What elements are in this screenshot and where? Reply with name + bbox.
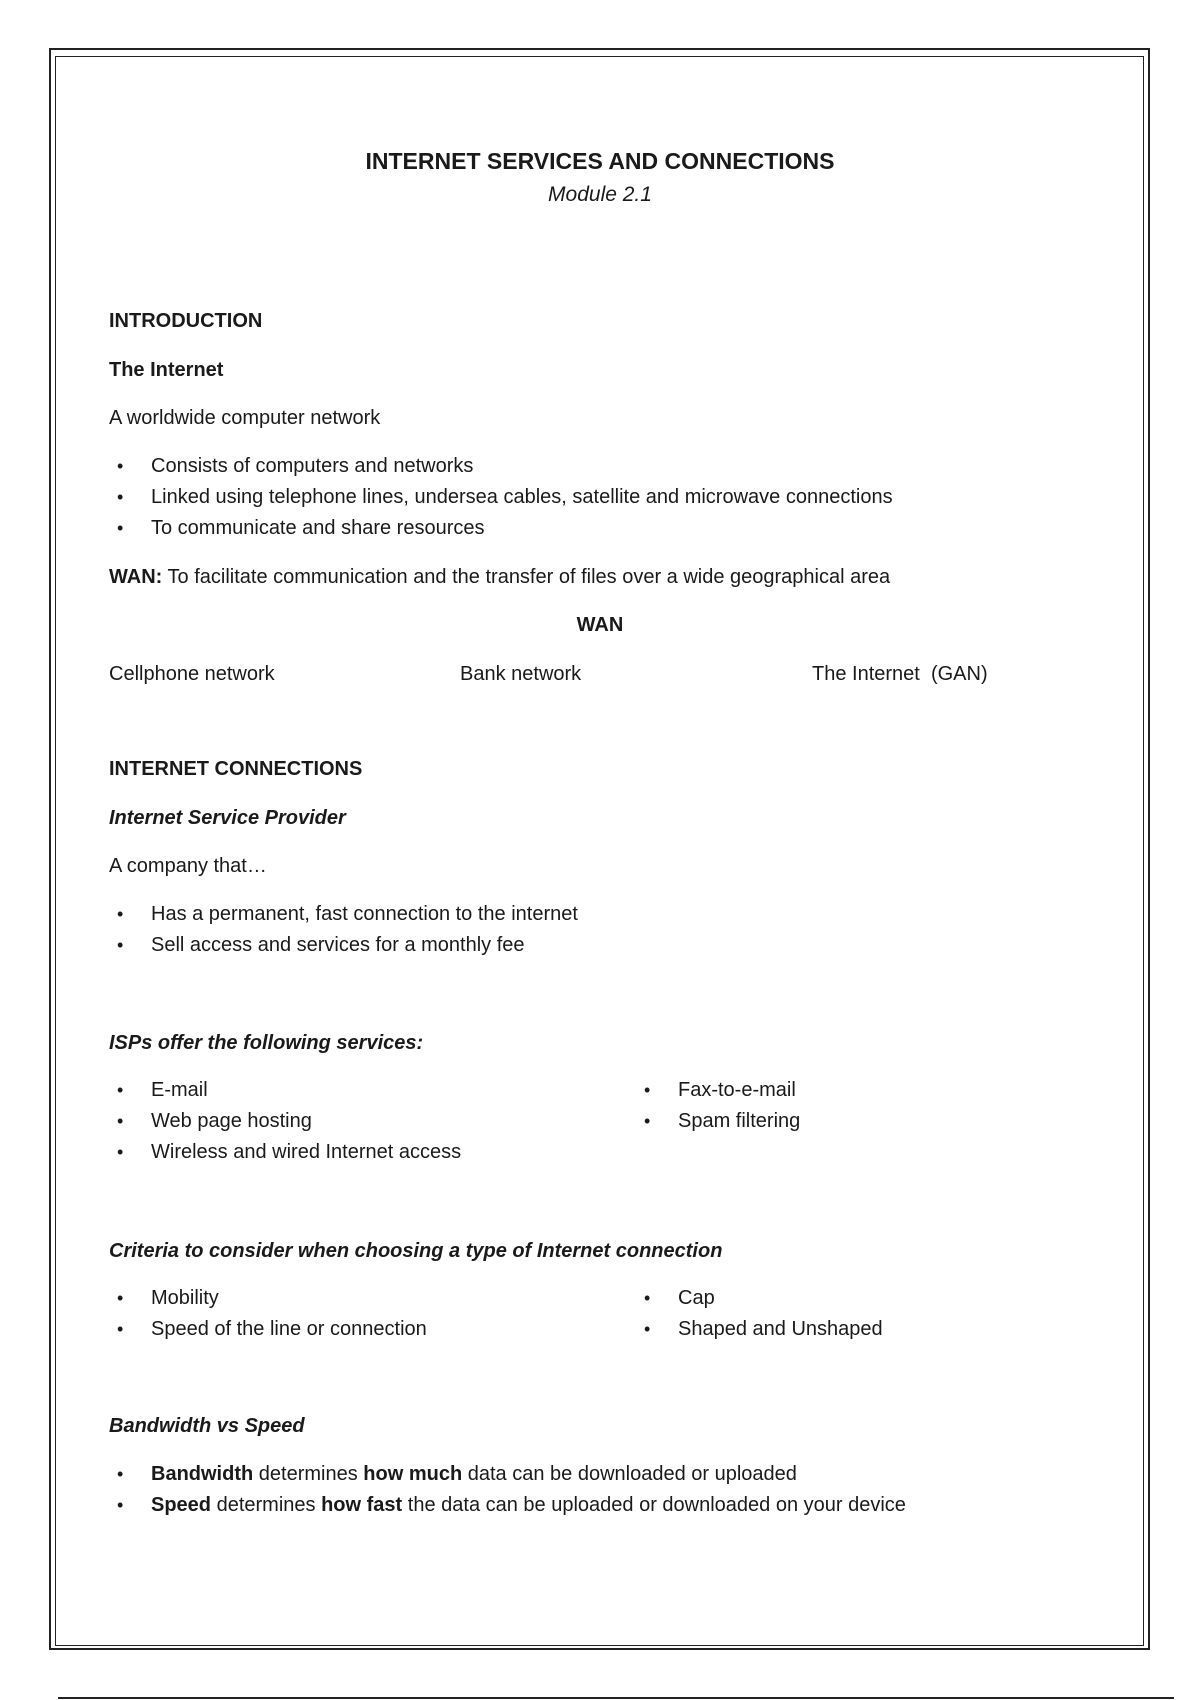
subheading-isp: Internet Service Provider: [109, 807, 346, 829]
list-item: • Speed determines how fast the data can be uploaded or downloaded on your device: [109, 1490, 906, 1521]
services-list-right: [636, 1075, 800, 1137]
section-heading-internet-connections: INTERNET CONNECTIONS: [109, 758, 363, 780]
bullet-icon: •: [117, 518, 124, 538]
bullet-icon: •: [644, 1319, 651, 1339]
list-item: • To communicate and share resources: [109, 513, 893, 544]
wan-text: To facilitate communication and the transfer of files over a wide geographical area: [162, 566, 891, 588]
list-item: • Consists of computers and networks: [109, 451, 893, 482]
bullet-icon: •: [117, 1464, 124, 1484]
bullet-icon: •: [117, 1142, 124, 1162]
subheading-isp-services: ISPs offer the following services:: [109, 1032, 424, 1054]
bullet-icon: •: [117, 1111, 124, 1131]
list-item: • Sell access and services for a monthly fee: [109, 930, 578, 961]
list-item: • Spam filtering: [636, 1106, 800, 1137]
wan-definition: [109, 566, 890, 589]
document-title: INTERNET SERVICES AND CONNECTIONS: [365, 148, 835, 174]
list-item: • Wireless and wired Internet access: [109, 1137, 461, 1168]
list-item: • Web page hosting: [109, 1106, 461, 1137]
internet-bullet-list: [109, 451, 893, 544]
bullet-icon: •: [117, 904, 124, 924]
bullet-icon: •: [644, 1080, 651, 1100]
wan-heading: WAN: [576, 614, 624, 636]
subheading-bandwidth-vs-speed: Bandwidth vs Speed: [109, 1415, 305, 1437]
list-item: • Cap: [636, 1283, 883, 1314]
page-border-inner: [55, 56, 1144, 1646]
bullet-icon: •: [117, 1288, 124, 1308]
bullet-icon: •: [117, 1080, 124, 1100]
bullet-icon: •: [644, 1111, 651, 1131]
list-item: • E-mail: [109, 1075, 461, 1106]
subheading-criteria: Criteria to consider when choosing a type of Internet connection: [109, 1240, 723, 1262]
list-item: • Shaped and Unshaped: [636, 1314, 883, 1345]
criteria-list-left: [109, 1283, 427, 1345]
wan-example-internet: The Internet (GAN): [812, 663, 988, 685]
list-item: • Speed of the line or connection: [109, 1314, 427, 1345]
wan-label: WAN:: [109, 566, 163, 588]
bullet-icon: •: [644, 1288, 651, 1308]
wan-example-cellphone: Cellphone network: [109, 663, 275, 685]
internet-definition: A worldwide computer network: [109, 407, 381, 429]
list-item: • Mobility: [109, 1283, 427, 1314]
isp-intro: A company that…: [109, 855, 267, 877]
services-list-left: [109, 1075, 461, 1168]
wan-example-bank: Bank network: [460, 663, 582, 685]
section-heading-introduction: INTRODUCTION: [109, 310, 263, 332]
list-item: • Linked using telephone lines, undersea cables, satellite and microwave connections: [109, 482, 893, 513]
list-item: • Bandwidth determines how much data can be downloaded or uploaded: [109, 1459, 906, 1490]
bandwidth-speed-list: [109, 1459, 906, 1521]
list-item: • Has a permanent, fast connection to the internet: [109, 899, 578, 930]
subheading-the-internet: The Internet: [109, 359, 224, 381]
bullet-icon: •: [117, 456, 124, 476]
bullet-icon: •: [117, 487, 124, 507]
footer-rule: [58, 1697, 1174, 1699]
bullet-icon: •: [117, 1495, 124, 1515]
document-subtitle: Module 2.1: [548, 183, 652, 206]
criteria-list-right: [636, 1283, 883, 1345]
bullet-icon: •: [117, 1319, 124, 1339]
list-item: • Fax-to-e-mail: [636, 1075, 800, 1106]
bullet-icon: •: [117, 935, 124, 955]
isp-bullet-list: [109, 899, 578, 961]
